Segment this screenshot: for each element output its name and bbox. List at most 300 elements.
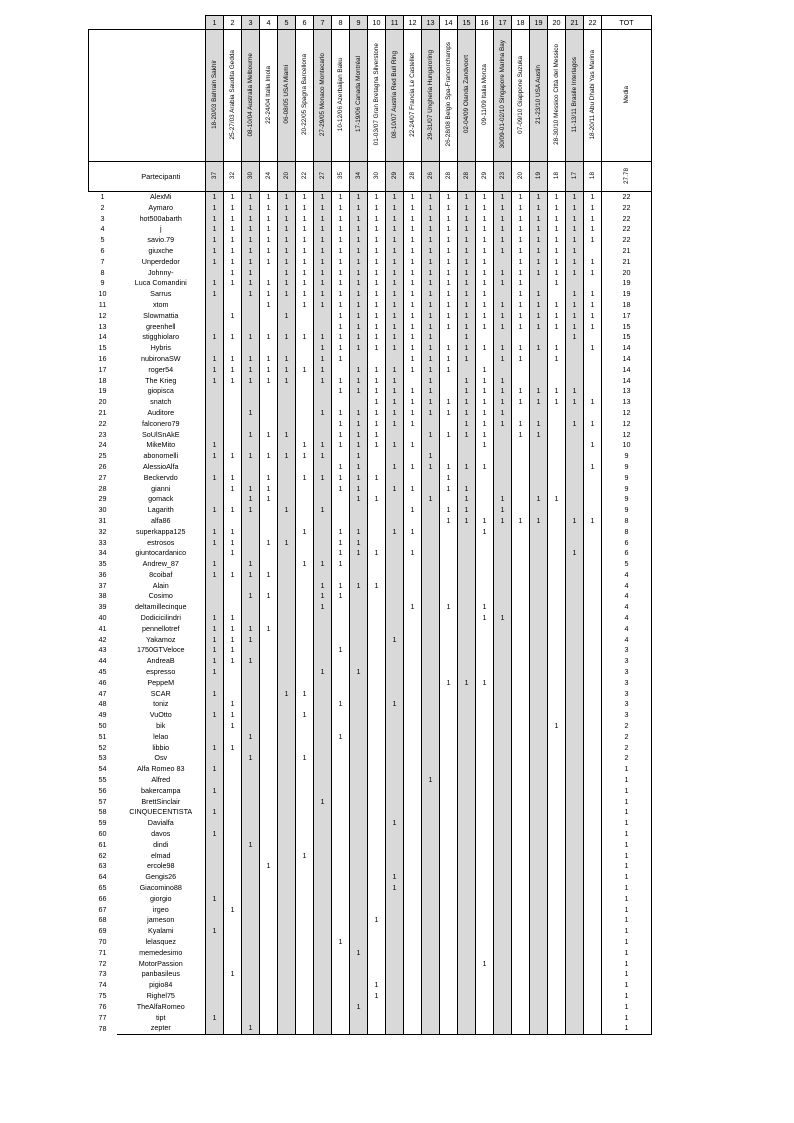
attendance-cell: 1 <box>314 354 332 365</box>
attendance-cell: 1 <box>314 376 332 387</box>
attendance-cell <box>422 829 440 840</box>
total: 3 <box>602 699 652 710</box>
attendance-cell: 1 <box>476 300 494 311</box>
attendance-cell: 1 <box>368 311 386 322</box>
attendance-cell <box>368 797 386 808</box>
attendance-cell: 1 <box>566 214 584 225</box>
attendance-cell <box>530 786 548 797</box>
attendance-cell: 1 <box>476 516 494 527</box>
attendance-cell <box>296 926 314 937</box>
attendance-cell <box>458 721 476 732</box>
attendance-cell: 1 <box>350 224 368 235</box>
attendance-cell <box>278 1013 296 1024</box>
attendance-cell <box>458 743 476 754</box>
attendance-cell <box>314 516 332 527</box>
attendance-cell <box>314 635 332 646</box>
attendance-cell <box>584 786 602 797</box>
attendance-cell <box>386 861 404 872</box>
table-row <box>89 764 652 775</box>
attendance-cell: 1 <box>476 192 494 203</box>
total: 12 <box>602 430 652 441</box>
attendance-cell <box>548 505 566 516</box>
attendance-cell: 1 <box>314 559 332 570</box>
attendance-cell <box>224 948 242 959</box>
table-row <box>89 969 652 980</box>
attendance-cell: 1 <box>206 667 224 678</box>
attendance-cell <box>224 430 242 441</box>
attendance-cell <box>296 591 314 602</box>
attendance-cell <box>314 937 332 948</box>
rank: 27 <box>98 472 107 482</box>
attendance-cell: 1 <box>296 214 314 225</box>
attendance-cell: 1 <box>260 494 278 505</box>
attendance-cell <box>566 840 584 851</box>
table-row <box>89 699 652 710</box>
table-row <box>89 322 652 333</box>
race-name-cell <box>440 30 458 162</box>
attendance-cell: 1 <box>296 192 314 203</box>
total: 1 <box>602 840 652 851</box>
table-row <box>89 786 652 797</box>
attendance-cell <box>386 937 404 948</box>
attendance-cell <box>458 786 476 797</box>
rank: 68 <box>98 915 107 925</box>
attendance-cell: 1 <box>332 332 350 343</box>
attendance-cell <box>368 505 386 516</box>
attendance-cell <box>548 732 566 743</box>
rank: 3 <box>100 213 105 223</box>
participant-name: Slowmattia <box>117 311 206 322</box>
attendance-cell: 1 <box>440 462 458 473</box>
attendance-cell: 1 <box>494 268 512 279</box>
attendance-cell <box>422 969 440 980</box>
attendance-cell <box>548 883 566 894</box>
attendance-cell <box>386 505 404 516</box>
race-number: 7 <box>314 16 332 30</box>
attendance-cell: 1 <box>332 354 350 365</box>
attendance-cell: 1 <box>368 473 386 484</box>
attendance-cell <box>404 678 422 689</box>
attendance-cell <box>404 1002 422 1013</box>
attendance-cell <box>332 710 350 721</box>
race-count: 28 <box>409 171 416 180</box>
attendance-cell <box>260 937 278 948</box>
participant-name: 1750GTVeloce <box>117 645 206 656</box>
attendance-cell <box>476 667 494 678</box>
attendance-cell <box>206 678 224 689</box>
participant-name: Auditore <box>117 408 206 419</box>
attendance-cell: 1 <box>224 473 242 484</box>
attendance-cell <box>548 419 566 430</box>
attendance-cell <box>584 721 602 732</box>
attendance-cell: 1 <box>404 386 422 397</box>
attendance-cell <box>278 635 296 646</box>
attendance-cell <box>566 926 584 937</box>
attendance-cell: 1 <box>260 624 278 635</box>
total: 1 <box>602 786 652 797</box>
attendance-cell: 1 <box>548 322 566 333</box>
attendance-cell: 1 <box>278 278 296 289</box>
rank: 38 <box>98 591 107 601</box>
attendance-cell <box>548 948 566 959</box>
attendance-cell <box>242 980 260 991</box>
attendance-cell <box>260 440 278 451</box>
attendance-cell: 1 <box>206 332 224 343</box>
attendance-cell <box>278 851 296 862</box>
participant-name: pennellotref <box>117 624 206 635</box>
attendance-cell <box>584 689 602 700</box>
total: 22 <box>602 235 652 246</box>
attendance-cell: 1 <box>206 710 224 721</box>
attendance-cell: 1 <box>296 246 314 257</box>
attendance-cell <box>494 786 512 797</box>
race-number: 1 <box>206 16 224 30</box>
attendance-cell: 1 <box>386 246 404 257</box>
attendance-cell: 1 <box>566 397 584 408</box>
attendance-cell <box>296 991 314 1002</box>
participant-name: Sarrus <box>117 289 206 300</box>
attendance-cell <box>278 419 296 430</box>
attendance-cell: 1 <box>224 311 242 322</box>
attendance-cell: 1 <box>368 915 386 926</box>
table-row <box>89 527 652 538</box>
attendance-cell <box>278 743 296 754</box>
attendance-cell <box>332 624 350 635</box>
attendance-cell <box>368 926 386 937</box>
participant-name: Unperdedor <box>117 257 206 268</box>
total: 13 <box>602 397 652 408</box>
attendance-cell <box>566 1013 584 1024</box>
attendance-cell <box>458 602 476 613</box>
attendance-cell: 1 <box>386 408 404 419</box>
attendance-cell <box>422 570 440 581</box>
attendance-cell <box>584 451 602 462</box>
attendance-cell: 1 <box>422 203 440 214</box>
rank: 70 <box>98 936 107 946</box>
attendance-cell: 1 <box>332 937 350 948</box>
attendance-cell: 1 <box>314 667 332 678</box>
attendance-cell <box>368 462 386 473</box>
attendance-cell: 1 <box>386 214 404 225</box>
attendance-cell <box>350 516 368 527</box>
attendance-cell <box>332 451 350 462</box>
attendance-cell <box>314 311 332 322</box>
attendance-cell <box>224 980 242 991</box>
attendance-cell <box>278 667 296 678</box>
attendance-cell <box>458 818 476 829</box>
participant-name: abonomelli <box>117 451 206 462</box>
race-name-cell <box>458 30 476 162</box>
attendance-cell <box>368 840 386 851</box>
attendance-cell: 1 <box>242 408 260 419</box>
race-name-cell <box>260 30 278 162</box>
attendance-cell: 1 <box>350 430 368 441</box>
race-count-cell <box>350 162 368 192</box>
attendance-cell: 1 <box>260 354 278 365</box>
attendance-cell <box>224 408 242 419</box>
attendance-cell: 1 <box>476 203 494 214</box>
table-row <box>89 332 652 343</box>
table-row <box>89 235 652 246</box>
attendance-cell <box>278 753 296 764</box>
attendance-cell: 1 <box>368 322 386 333</box>
attendance-cell: 1 <box>278 203 296 214</box>
attendance-cell: 1 <box>404 365 422 376</box>
attendance-cell: 1 <box>350 300 368 311</box>
attendance-cell: 1 <box>350 948 368 959</box>
attendance-cell <box>584 915 602 926</box>
attendance-cell <box>260 678 278 689</box>
attendance-cell <box>332 926 350 937</box>
attendance-cell <box>278 591 296 602</box>
participant-name: greenhell <box>117 322 206 333</box>
attendance-cell: 1 <box>494 235 512 246</box>
attendance-cell <box>440 991 458 1002</box>
attendance-cell <box>224 667 242 678</box>
attendance-cell <box>440 840 458 851</box>
attendance-cell: 1 <box>368 268 386 279</box>
attendance-cell: 1 <box>260 473 278 484</box>
attendance-cell: 1 <box>386 883 404 894</box>
attendance-cell <box>386 570 404 581</box>
rank: 7 <box>100 256 105 266</box>
total: 9 <box>602 494 652 505</box>
total: 19 <box>602 289 652 300</box>
race-count: 27 <box>319 171 326 180</box>
attendance-cell <box>332 678 350 689</box>
race-count-cell <box>476 162 494 192</box>
attendance-cell <box>332 883 350 894</box>
attendance-cell <box>350 883 368 894</box>
attendance-cell: 1 <box>296 689 314 700</box>
attendance-cell <box>206 721 224 732</box>
attendance-cell: 1 <box>548 192 566 203</box>
attendance-cell: 1 <box>476 311 494 322</box>
attendance-cell: 1 <box>476 246 494 257</box>
total: 17 <box>602 311 652 322</box>
attendance-cell: 1 <box>368 343 386 354</box>
rank: 75 <box>98 990 107 1000</box>
attendance-cell: 1 <box>206 235 224 246</box>
attendance-cell <box>476 505 494 516</box>
attendance-cell <box>548 635 566 646</box>
attendance-cell <box>386 959 404 970</box>
attendance-cell <box>512 365 530 376</box>
attendance-cell <box>224 559 242 570</box>
attendance-cell: 1 <box>386 322 404 333</box>
attendance-cell: 1 <box>296 851 314 862</box>
attendance-cell <box>206 872 224 883</box>
attendance-cell <box>548 559 566 570</box>
attendance-cell <box>224 926 242 937</box>
attendance-cell: 1 <box>368 408 386 419</box>
attendance-cell <box>404 969 422 980</box>
table-row <box>89 818 652 829</box>
attendance-cell <box>476 807 494 818</box>
rank: 73 <box>98 969 107 979</box>
attendance-cell <box>548 797 566 808</box>
race-number: 19 <box>530 16 548 30</box>
attendance-cell <box>386 667 404 678</box>
attendance-cell <box>350 829 368 840</box>
attendance-cell <box>512 991 530 1002</box>
table-row <box>89 872 652 883</box>
attendance-cell: 1 <box>206 656 224 667</box>
race-name: 11-13/11 Brasile Interlagos <box>571 56 578 133</box>
attendance-cell: 1 <box>242 268 260 279</box>
attendance-cell <box>368 613 386 624</box>
attendance-cell <box>350 505 368 516</box>
attendance-cell <box>584 872 602 883</box>
race-count-cell <box>260 162 278 192</box>
attendance-cell: 1 <box>314 602 332 613</box>
attendance-cell <box>314 818 332 829</box>
attendance-cell <box>548 699 566 710</box>
attendance-cell <box>260 764 278 775</box>
attendance-cell <box>512 656 530 667</box>
attendance-cell <box>404 516 422 527</box>
attendance-cell <box>422 1002 440 1013</box>
attendance-cell <box>386 1023 404 1034</box>
attendance-cell <box>404 851 422 862</box>
race-name-cell <box>206 30 224 162</box>
attendance-cell <box>368 559 386 570</box>
attendance-cell <box>332 829 350 840</box>
participant-name: ercole98 <box>117 861 206 872</box>
attendance-cell: 1 <box>350 214 368 225</box>
attendance-cell <box>242 1013 260 1024</box>
attendance-cell <box>548 1002 566 1013</box>
attendance-cell <box>440 376 458 387</box>
attendance-cell <box>512 624 530 635</box>
attendance-cell: 1 <box>440 203 458 214</box>
attendance-cell: 1 <box>332 203 350 214</box>
attendance-cell <box>404 732 422 743</box>
attendance-cell <box>386 1013 404 1024</box>
attendance-cell <box>422 656 440 667</box>
attendance-cell <box>386 656 404 667</box>
rank: 20 <box>98 397 107 407</box>
attendance-cell <box>224 300 242 311</box>
attendance-cell: 1 <box>206 246 224 257</box>
attendance-cell <box>494 872 512 883</box>
participant-name: toniz <box>117 699 206 710</box>
table-row <box>89 678 652 689</box>
attendance-cell <box>566 354 584 365</box>
attendance-cell <box>494 1023 512 1034</box>
attendance-cell <box>296 311 314 322</box>
attendance-cell <box>494 732 512 743</box>
attendance-cell <box>278 516 296 527</box>
attendance-cell <box>512 484 530 495</box>
attendance-cell <box>566 948 584 959</box>
attendance-cell <box>350 602 368 613</box>
attendance-cell <box>278 915 296 926</box>
attendance-cell <box>476 559 494 570</box>
attendance-cell: 1 <box>458 322 476 333</box>
attendance-cell: 1 <box>314 203 332 214</box>
attendance-cell: 1 <box>422 386 440 397</box>
attendance-cell <box>530 559 548 570</box>
participant-name: PeppeM <box>117 678 206 689</box>
attendance-cell: 1 <box>386 818 404 829</box>
attendance-cell <box>494 710 512 721</box>
attendance-cell <box>404 559 422 570</box>
attendance-cell <box>548 667 566 678</box>
race-name: 22-24/04 Italia Imola <box>265 65 272 124</box>
attendance-cell: 1 <box>332 645 350 656</box>
rank: 56 <box>98 785 107 795</box>
attendance-cell <box>512 915 530 926</box>
attendance-cell: 1 <box>206 624 224 635</box>
attendance-cell <box>530 721 548 732</box>
attendance-cell <box>422 710 440 721</box>
attendance-cell: 1 <box>422 257 440 268</box>
attendance-cell <box>386 991 404 1002</box>
race-count: 37 <box>211 171 218 180</box>
attendance-cell <box>206 1002 224 1013</box>
attendance-cell: 1 <box>512 322 530 333</box>
attendance-cell: 1 <box>332 462 350 473</box>
attendance-cell <box>296 872 314 883</box>
attendance-cell <box>332 602 350 613</box>
attendance-cell: 1 <box>260 451 278 462</box>
attendance-cell <box>422 613 440 624</box>
attendance-cell <box>476 591 494 602</box>
attendance-cell <box>242 948 260 959</box>
attendance-cell <box>422 591 440 602</box>
attendance-cell <box>440 635 458 646</box>
race-number: 13 <box>422 16 440 30</box>
participant-name: pigio84 <box>117 980 206 991</box>
attendance-cell <box>242 991 260 1002</box>
attendance-cell <box>530 1023 548 1034</box>
attendance-cell <box>386 797 404 808</box>
attendance-cell <box>314 948 332 959</box>
attendance-cell: 1 <box>458 354 476 365</box>
attendance-cell: 1 <box>224 484 242 495</box>
attendance-cell <box>386 753 404 764</box>
attendance-cell: 1 <box>458 246 476 257</box>
attendance-cell <box>530 667 548 678</box>
attendance-cell <box>566 1023 584 1034</box>
attendance-cell: 1 <box>440 408 458 419</box>
attendance-cell <box>548 548 566 559</box>
attendance-cell <box>494 430 512 441</box>
rank: 29 <box>98 494 107 504</box>
table-row <box>89 365 652 376</box>
race-name: 18-20/03 Bahrain Sakhir <box>211 60 218 129</box>
attendance-cell <box>314 1023 332 1034</box>
attendance-cell <box>242 710 260 721</box>
attendance-cell: 1 <box>350 494 368 505</box>
attendance-cell <box>386 980 404 991</box>
attendance-cell: 1 <box>566 516 584 527</box>
attendance-cell <box>584 430 602 441</box>
attendance-cell <box>422 484 440 495</box>
attendance-cell <box>494 753 512 764</box>
attendance-cell: 1 <box>224 635 242 646</box>
attendance-cell <box>368 894 386 905</box>
attendance-cell <box>530 473 548 484</box>
participant-name: libbio <box>117 743 206 754</box>
attendance-cell: 1 <box>242 354 260 365</box>
rank: 2 <box>100 202 105 212</box>
attendance-cell <box>314 527 332 538</box>
attendance-cell <box>458 548 476 559</box>
attendance-cell <box>566 861 584 872</box>
attendance-cell <box>350 915 368 926</box>
